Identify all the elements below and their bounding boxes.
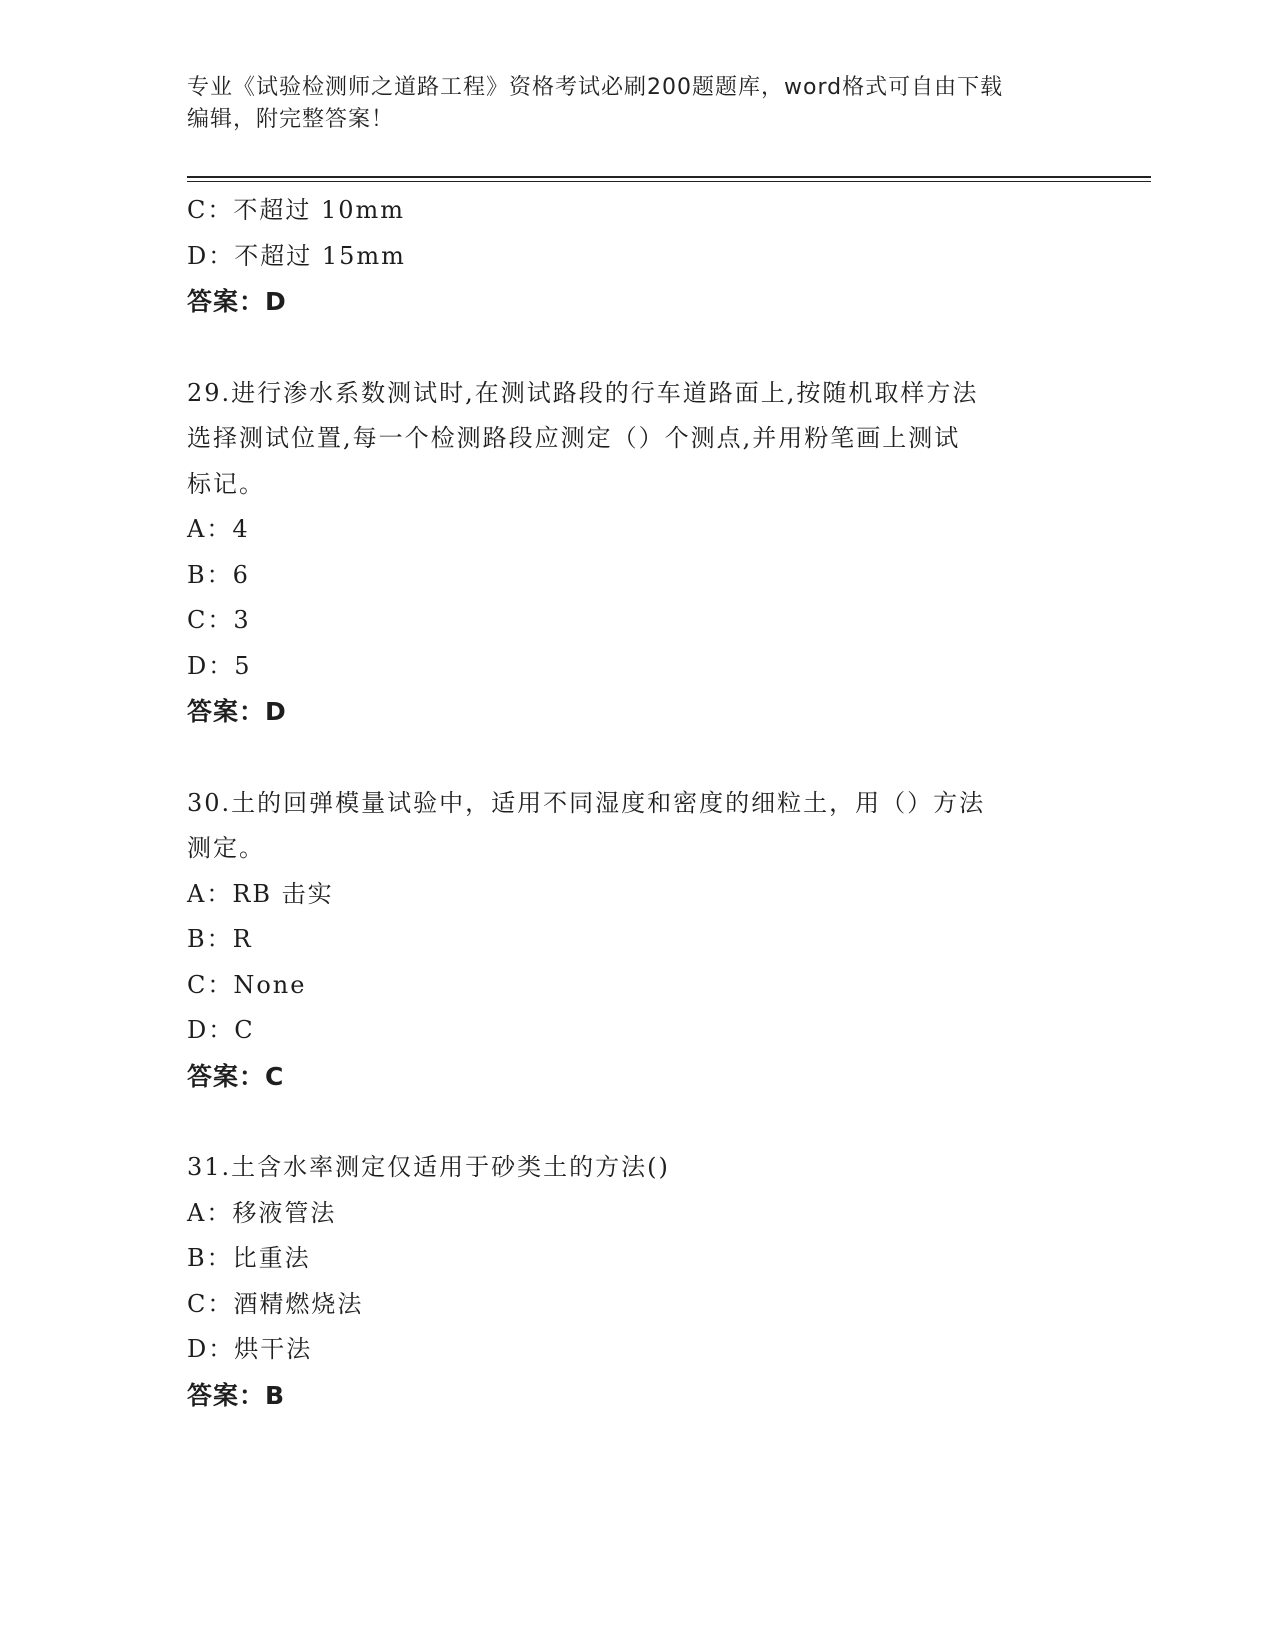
option-c: C：酒精燃烧法 [187,1289,364,1318]
option-a: A：4 [187,515,250,543]
option-c: C：None [187,970,307,999]
header-line-1: 专业《试验检测师之道路工程》资格考试必刷200题题库，word格式可自由下载 [187,75,1004,100]
document-header [187,72,1077,136]
question-text-line: 29.进行渗水系数测试时,在测试路段的行车道路面上,按随机取样方法 [187,378,979,407]
question-29 [187,371,1087,735]
question-text-line: 30.土的回弹模量试验中，适用不同湿度和密度的细粒土，用（）方法 [187,788,986,817]
option-b: B：R [187,925,253,953]
question-text-line: 标记。 [187,469,265,498]
answer-line: 答案：D [187,697,287,726]
option-c: C：不超过 10mm [187,196,406,224]
option-c: C：3 [187,606,251,634]
option-b: B：比重法 [187,1244,311,1272]
option-d: D：C [187,1016,255,1044]
option-a: A：RB 击实 [187,879,334,908]
question-text-line: 选择测试位置,每一个检测路段应测定（）个测点,并用粉笔画上测试 [187,424,961,452]
header-line-2: 编辑，附完整答案！ [187,107,395,132]
question-text-line: 31.土含水率测定仅适用于砂类土的方法() [187,1153,670,1181]
header-divider-thin [187,181,1151,182]
option-d: D：5 [187,651,252,680]
header-divider-thick [187,176,1151,178]
answer-line: 答案：D [187,287,287,316]
document-body [187,188,1087,1418]
answer-line: 答案：B [187,1380,286,1410]
question-text-line: 测定。 [187,834,265,862]
option-d: D：不超过 15mm [187,241,406,270]
option-d: D：烘干法 [187,1335,313,1363]
question-28-continued [187,188,1087,325]
answer-line: 答案：C [187,1061,285,1091]
option-b: B：6 [187,560,250,589]
question-30 [187,781,1087,1100]
option-a: A：移液管法 [187,1198,337,1227]
question-31 [187,1145,1087,1418]
